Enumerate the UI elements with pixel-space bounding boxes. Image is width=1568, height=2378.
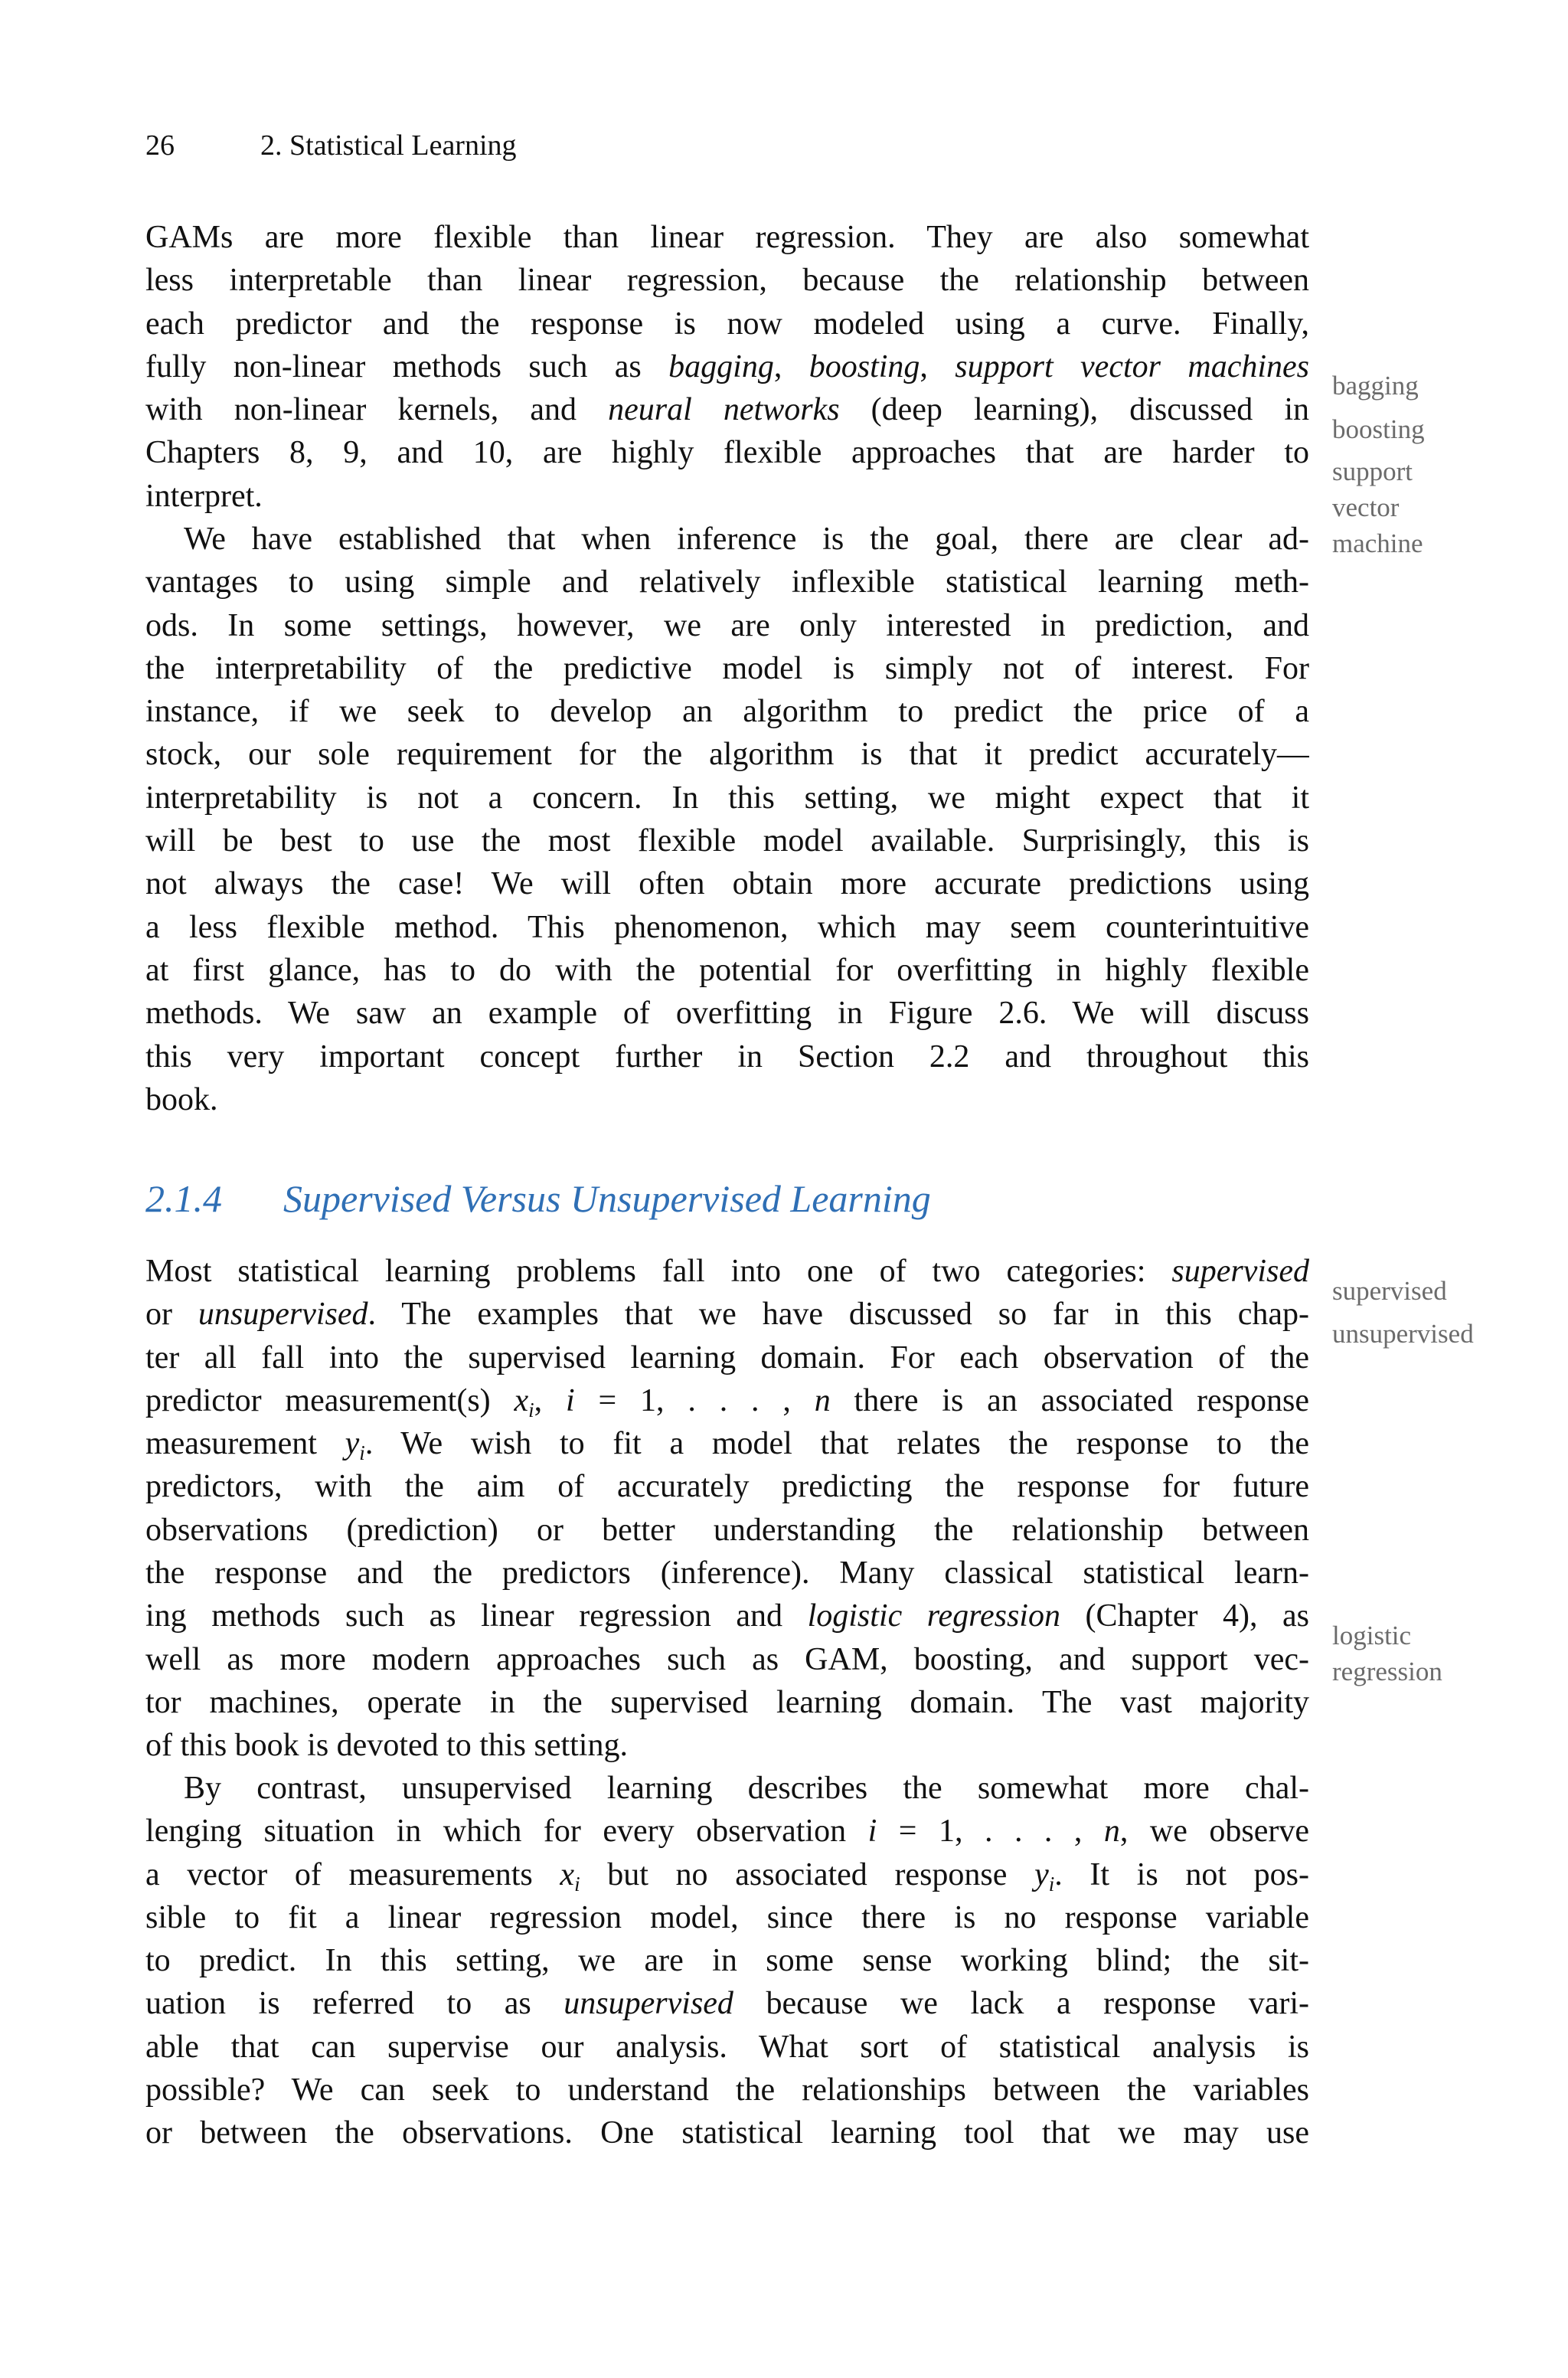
text-line xyxy=(145,388,1309,431)
text-run: . It is not pos- xyxy=(1054,1856,1309,1892)
math-var: n xyxy=(1103,1814,1120,1850)
text-line xyxy=(145,1810,1309,1853)
text-run: a vector of measurements xyxy=(145,1856,560,1892)
paragraph-1 xyxy=(145,216,1309,518)
math-var: i xyxy=(566,1382,575,1418)
paragraph-4 xyxy=(145,1767,1309,2155)
text-line xyxy=(145,345,1309,388)
text-run: . We wish to fit a model that relates the response to the xyxy=(364,1426,1309,1462)
text-run: Most statistical learning problems fall into one of two categories: xyxy=(145,1254,1172,1289)
text-run: = 1, . . . , xyxy=(877,1814,1104,1850)
term-supervised: supervised xyxy=(1171,1254,1309,1289)
text-run: (deep learning), discussed in xyxy=(839,392,1309,428)
paragraph-3 xyxy=(145,1250,1309,1768)
text-line xyxy=(145,1595,1309,1637)
text-line: the interpretability of the predictive model is simply not of interest. For xyxy=(145,650,1309,686)
margin-note-supervised: supervised xyxy=(1332,1276,1447,1306)
running-head xyxy=(145,129,517,162)
term-boosting: boosting xyxy=(808,348,920,384)
paragraph-2 xyxy=(145,518,1309,1121)
text-line: the response and the predictors (inference). Many classical statistical learn- xyxy=(145,1555,1309,1591)
math-subscript: i xyxy=(359,1441,365,1465)
text-line xyxy=(145,1293,1309,1336)
text-run: (Chapter 4), as xyxy=(1060,1598,1309,1634)
text-run: there is an associated response xyxy=(830,1382,1309,1418)
math-subscript: i xyxy=(528,1398,534,1421)
text-line: each predictor and the response is now modeled using a curve. Finally, xyxy=(145,306,1309,342)
text-line: By contrast, unsupervised learning describes the somewhat more chal- xyxy=(184,1771,1309,1806)
text-line: predictors, with the aim of accurately predicting the response for future xyxy=(145,1469,1309,1505)
text-run: = 1, . . . , xyxy=(574,1382,815,1418)
page-number: 26 xyxy=(145,129,175,162)
text-run: , xyxy=(534,1382,566,1418)
text-line: a less flexible method. This phenomenon, which may seem counterintuitive xyxy=(145,909,1309,945)
margin-note-line: regression xyxy=(1332,1657,1442,1686)
text-line: well as more modern approaches such as GAM, boosting, and support vec- xyxy=(145,1641,1309,1677)
text-line: sible to fit a linear regression model, since there is no response variable xyxy=(145,1899,1309,1935)
text-line: methods. We saw an example of overfitting in Figure 2.6. We will discuss xyxy=(145,996,1309,1032)
text-run: with non-linear kernels, and xyxy=(145,392,609,428)
section-number: 2.1.4 xyxy=(145,1177,222,1220)
text-line: tor machines, operate in the supervised learning domain. The vast majority xyxy=(145,1684,1309,1720)
margin-note-svm xyxy=(1332,453,1423,561)
text-line: Chapters 8, 9, and 10, are highly flexible approaches that are harder to xyxy=(145,435,1309,471)
text-line: to predict. In this setting, we are in some sense working blind; the sit- xyxy=(145,1943,1309,1979)
math-subscript: i xyxy=(1048,1872,1055,1896)
chapter-title: 2. Statistical Learning xyxy=(260,129,517,162)
section-title: Supervised Versus Unsupervised Learning xyxy=(283,1177,931,1220)
text-run: because we lack a response vari- xyxy=(733,1986,1309,2022)
text-run: fully non-linear methods such as xyxy=(145,348,669,384)
term-logistic-regression: logistic regression xyxy=(807,1598,1060,1634)
text-line: not always the case! We will often obtain more accurate predictions using xyxy=(145,866,1309,902)
text-run: , xyxy=(920,348,956,384)
margin-note-logistic-regression xyxy=(1332,1617,1442,1689)
text-run: lenging situation in which for every observation xyxy=(145,1814,868,1850)
term-unsupervised: unsupervised xyxy=(198,1297,368,1333)
math-var: i xyxy=(867,1814,877,1850)
text-run: ing methods such as linear regression and xyxy=(145,1598,808,1634)
text-line: book. xyxy=(145,1081,218,1117)
text-line xyxy=(145,1422,1309,1465)
text-line: at first glance, has to do with the potential for overfitting in highly flexible xyxy=(145,952,1309,988)
math-subscript: i xyxy=(574,1872,580,1896)
text-run: or xyxy=(145,1297,198,1333)
margin-note-line: logistic xyxy=(1332,1621,1412,1650)
text-run: predictor measurement(s) xyxy=(145,1382,514,1418)
term-svm: support vector machines xyxy=(955,348,1309,384)
text-run: uation is referred to as xyxy=(145,1986,564,2022)
text-line: interpret. xyxy=(145,478,263,514)
text-line: able that can supervise our analysis. What sort of statistical analysis is xyxy=(145,2029,1309,2065)
text-run: measurement xyxy=(145,1426,345,1462)
text-line: possible? We can seek to understand the relationships between the variables xyxy=(145,2072,1309,2108)
section-heading xyxy=(145,1176,931,1221)
text-line: stock, our sole requirement for the algorithm is that it predict accurately— xyxy=(145,737,1309,773)
margin-note-line: vector xyxy=(1332,492,1400,522)
text-line: GAMs are more flexible than linear regression. They are also somewhat xyxy=(145,220,1309,255)
text-line: interpretability is not a concern. In this setting, we might expect that it xyxy=(145,780,1309,816)
text-line: ter all fall into the supervised learning domain. For each observation of the xyxy=(145,1339,1309,1375)
math-var: x xyxy=(514,1382,529,1418)
math-var: y xyxy=(1034,1856,1049,1892)
margin-note-line: machine xyxy=(1332,528,1423,558)
text-line: observations (prediction) or better understanding the relationship between xyxy=(145,1512,1309,1548)
math-var: x xyxy=(560,1856,575,1892)
margin-note-bagging: bagging xyxy=(1332,371,1419,401)
text-line xyxy=(145,1379,1309,1422)
term-bagging: bagging xyxy=(668,348,774,384)
margin-note-line: support xyxy=(1332,456,1413,486)
text-line xyxy=(145,1853,1309,1896)
text-line xyxy=(145,1982,1309,2025)
text-run: but no associated response xyxy=(580,1856,1035,1892)
math-var: n xyxy=(814,1382,831,1418)
margin-note-boosting: boosting xyxy=(1332,414,1425,444)
text-line: vantages to using simple and relatively inflexible statistical learning meth- xyxy=(145,564,1309,600)
text-line: We have established that when inference is the goal, there are clear ad- xyxy=(184,522,1309,557)
text-line: ods. In some settings, however, we are only interested in prediction, and xyxy=(145,607,1309,643)
text-line: of this book is devoted to this setting. xyxy=(145,1728,628,1764)
term-neural-networks: neural networks xyxy=(608,392,840,428)
text-line: or between the observations. One statistical learning tool that we may use xyxy=(145,2115,1309,2151)
text-run: , we observe xyxy=(1119,1814,1309,1850)
text-line xyxy=(145,1250,1309,1293)
text-run: , xyxy=(773,348,809,384)
text-line: will be best to use the most flexible model available. Surprisingly, this is xyxy=(145,823,1309,859)
text-run: . The examples that we have discussed so far in this chap- xyxy=(368,1297,1309,1333)
text-line: this very important concept further in Section 2.2 and throughout this xyxy=(145,1039,1309,1075)
text-line: instance, if we seek to develop an algorithm to predict the price of a xyxy=(145,694,1309,730)
text-line: less interpretable than linear regression, because the relationship between xyxy=(145,263,1309,299)
margin-note-unsupervised: unsupervised xyxy=(1332,1319,1474,1349)
math-var: y xyxy=(345,1426,360,1462)
term-unsupervised: unsupervised xyxy=(564,1986,733,2022)
